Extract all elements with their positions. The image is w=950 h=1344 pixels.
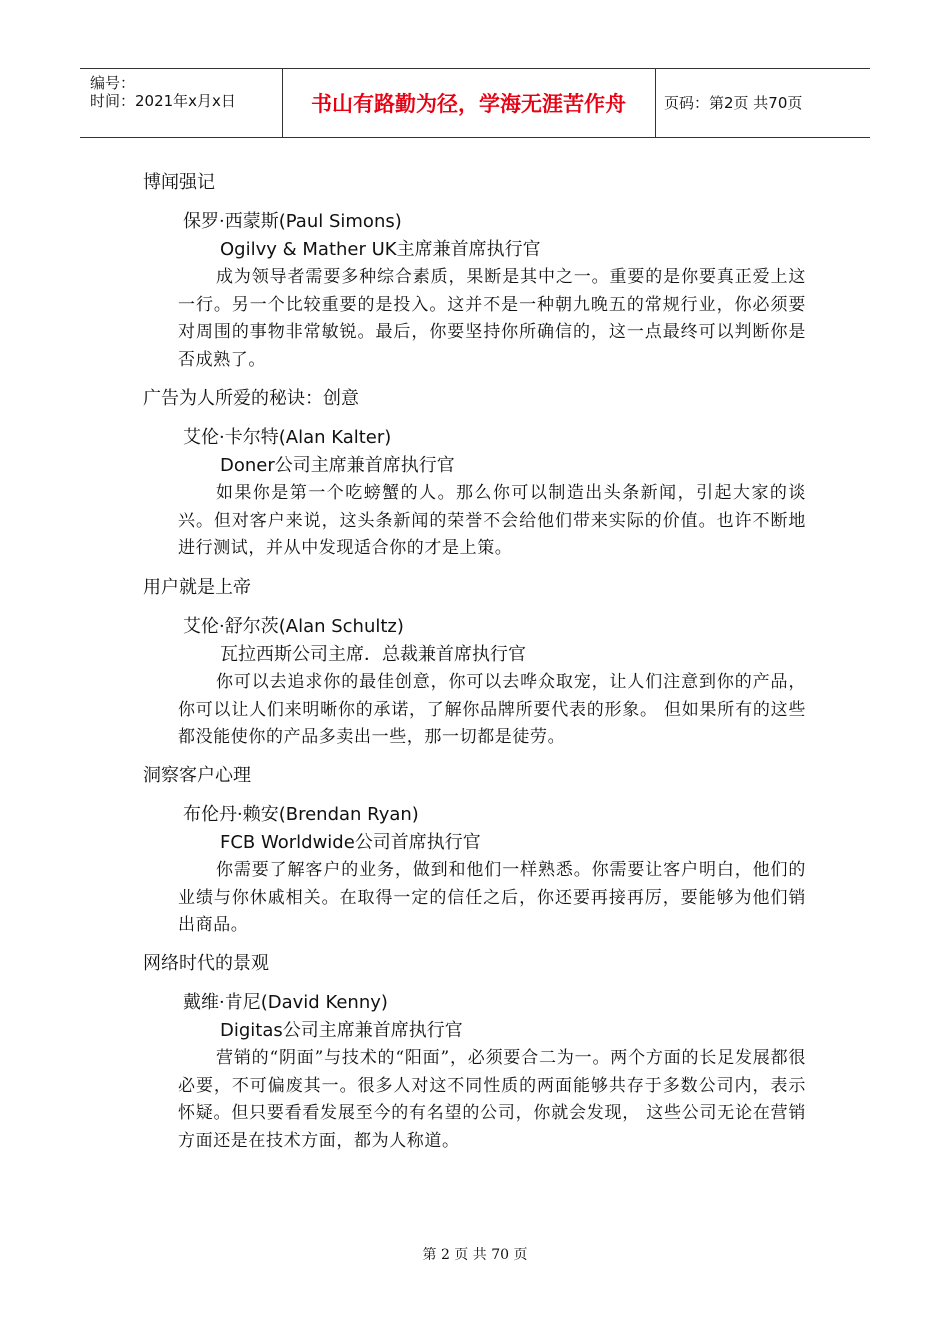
speaker-name-en: (Alan Schultz) xyxy=(278,616,404,637)
speaker-role xyxy=(220,239,541,261)
header-page-number: 页码：第2页 共70页 xyxy=(664,94,803,112)
speaker-name xyxy=(183,804,419,826)
speaker-name-en: (Brendan Ryan) xyxy=(278,804,419,825)
speaker-title: 公司主席兼首席执行官 xyxy=(282,1020,463,1041)
speaker-title: 主席兼首席执行官 xyxy=(396,239,541,260)
speaker-name-cn: 艾伦·卡尔特 xyxy=(183,427,279,448)
speaker-name xyxy=(183,616,404,638)
speaker-name xyxy=(183,992,388,1014)
section-title: 广告为人所爱的秘诀：创意 xyxy=(143,388,359,409)
document-date-label: 时间：2021年x月x日 xyxy=(90,92,236,110)
speaker-title: 公司主席兼首席执行官 xyxy=(274,455,455,476)
speaker-org: Digitas xyxy=(220,1020,283,1041)
speaker-role xyxy=(220,1020,463,1042)
speaker-name-cn: 保罗·西蒙斯 xyxy=(183,211,279,232)
speaker-title: 公司首席执行官 xyxy=(354,832,481,853)
quote-paragraph: 成为领导者需要多种综合素质，果断是其中之一。重要的是你要真正爱上这一行。另一个比较重要的是投入。这并不是一种朝九晚五的常规行业，你必须要对周围的事物非常敏锐。最后，你要坚持你所确信的，这一点最终可以判断你是否成熟了。 xyxy=(178,267,806,370)
speaker-role xyxy=(220,644,526,666)
speaker-name-en: (Alan Kalter) xyxy=(278,427,392,448)
header-motto: 书山有路勤为径，学海无涯苦作舟 xyxy=(311,92,626,116)
speaker-org: Ogilvy & Mather UK xyxy=(220,239,397,260)
speaker-org: FCB Worldwide xyxy=(220,832,355,853)
speaker-name xyxy=(183,427,391,449)
speaker-name-cn: 戴维·肯尼 xyxy=(183,992,261,1013)
speaker-name-cn: 艾伦·舒尔茨 xyxy=(183,616,279,637)
header-meta-cell xyxy=(80,69,283,137)
speaker-org: Doner xyxy=(220,455,275,476)
section-title: 用户就是上帝 xyxy=(143,577,251,598)
speaker-title: 瓦拉西斯公司主席．总裁兼首席执行官 xyxy=(220,644,526,665)
section-title: 洞察客户心理 xyxy=(143,765,251,786)
speaker-name-en: (Paul Simons) xyxy=(278,211,402,232)
quote-paragraph: 你可以去追求你的最佳创意，你可以去哗众取宠，让人们注意到你的产品，你可以让人们来明晰你的承诺，了解你品牌所要代表的形象。 但如果所有的这些都没能使你的产品多卖出一些，那一切都是徒劳。 xyxy=(178,672,806,747)
header-motto-cell xyxy=(282,69,656,137)
speaker-name-en: (David Kenny) xyxy=(260,992,388,1013)
speaker-name-cn: 布伦丹·赖安 xyxy=(183,804,279,825)
section-title: 网络时代的景观 xyxy=(143,953,269,974)
speaker-name xyxy=(183,211,402,233)
header-page-cell xyxy=(656,69,870,137)
speaker-role xyxy=(220,832,481,854)
section-title: 博闻强记 xyxy=(143,172,215,193)
page-footer: 第 2 页 共 70 页 xyxy=(422,1247,528,1263)
speaker-role xyxy=(220,455,455,477)
quote-paragraph: 你需要了解客户的业务，做到和他们一样熟悉。你需要让客户明白，他们的业绩与你休戚相关。在取得一定的信任之后，你还要再接再厉，要能够为他们销出商品。 xyxy=(178,860,806,935)
document-number-label: 编号： xyxy=(90,74,136,92)
quote-paragraph: 营销的“阴面”与技术的“阳面”，必须要合二为一。两个方面的长足发展都很必要，不可偏废其一。很多人对这不同性质的两面能够共存于多数公司内，表示怀疑。但只要看看发展至今的有名望的公司，你就会发现， 这些公司无论在营销方面还是在技术方面，都为人称道。 xyxy=(178,1048,806,1151)
page-header xyxy=(80,68,870,138)
quote-paragraph: 如果你是第一个吃螃蟹的人。那么你可以制造出头条新闻，引起大家的谈兴。但对客户来说，这头条新闻的荣誉不会给他们带来实际的价值。也许不断地进行测试，并从中发现适合你的才是上策。 xyxy=(178,483,806,558)
